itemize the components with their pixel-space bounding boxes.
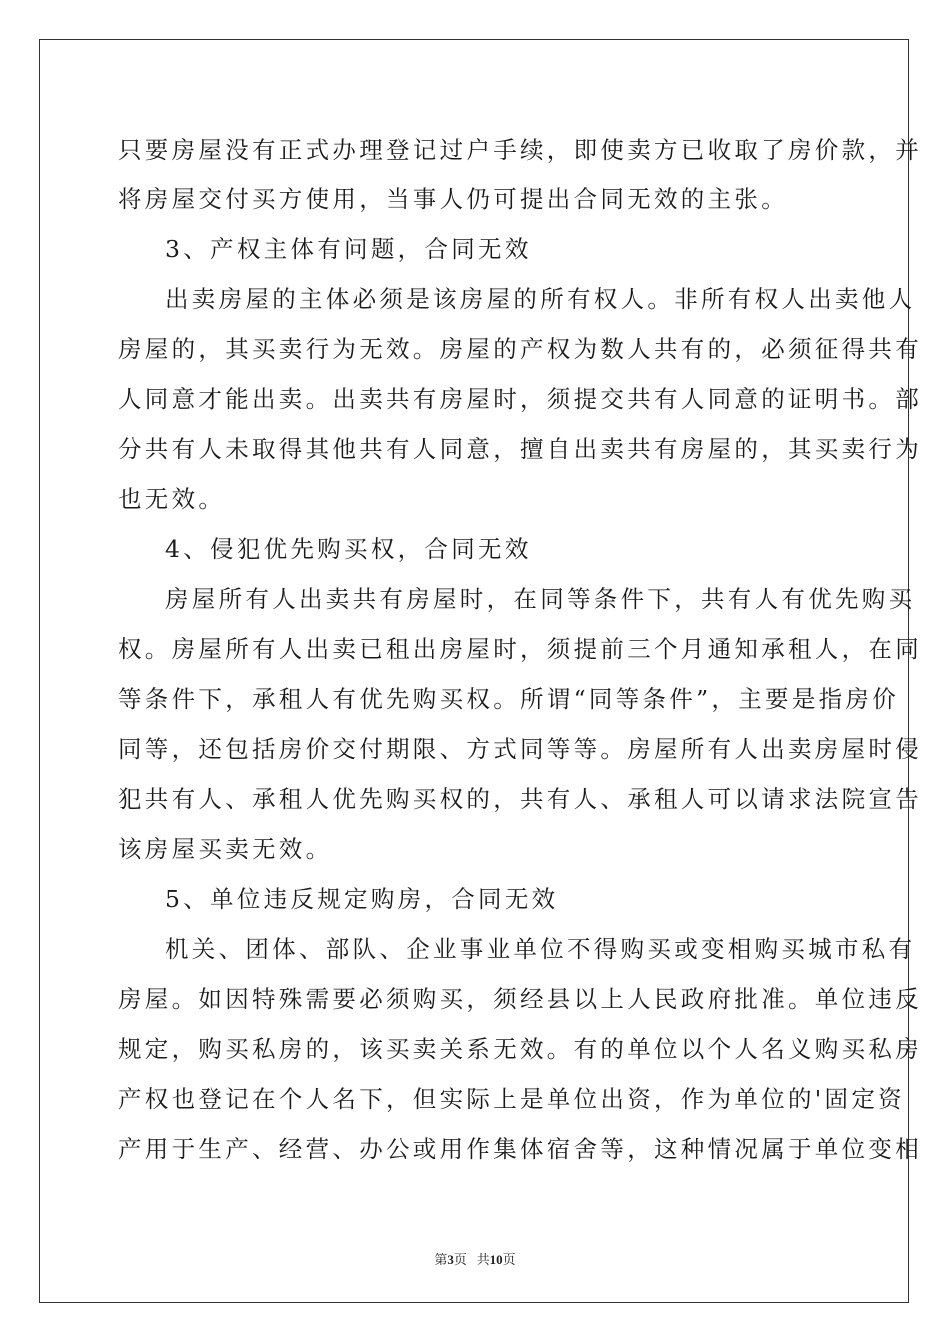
body-line: 等条件下，承租人有优先购买权。所谓“同等条件”，主要是指房价	[118, 685, 900, 713]
footer-page-suffix: 页	[453, 1252, 467, 1267]
body-line: 权。房屋所有人出卖已租出房屋时，须提前三个月通知承租人，在同	[118, 635, 922, 663]
body-line: 机关、团体、部队、企业事业单位不得购买或变相购买城市私有	[165, 935, 916, 963]
body-line: 分共有人未取得其他共有人同意，擅自出卖共有房屋的，其买卖行为	[118, 435, 922, 463]
body-line: 规定，购买私房的，该买卖关系无效。有的单位以个人名义购买私房	[118, 1035, 922, 1063]
body-line: 人同意才能出卖。出卖共有房屋时，须提交共有人同意的证明书。部	[118, 385, 922, 413]
body-line: 房屋所有人出卖共有房屋时，在同等条件下，共有人有优先购买	[165, 585, 916, 613]
body-line: 房屋。如因特殊需要必须购买，须经县以上人民政府批准。单位违反	[118, 985, 922, 1013]
section-heading: 5、单位违反规定购房，合同无效	[165, 885, 559, 913]
body-line: 产权也登记在个人名下，但实际上是单位出资，作为单位的'固定资	[118, 1085, 905, 1113]
body-line: 将房屋交付买方使用，当事人仍可提出合同无效的主张。	[118, 185, 788, 213]
total-pages: 10	[489, 1252, 503, 1267]
page-number: 3	[447, 1252, 454, 1267]
body-line: 也无效。	[118, 485, 226, 513]
footer-total-prefix: 共	[476, 1252, 490, 1267]
body-line: 同等，还包括房价交付期限、方式同等等。房屋所有人出卖房屋时侵	[118, 735, 922, 763]
section-heading: 4、侵犯优先购买权，合同无效	[165, 535, 532, 563]
footer-prefix: 第	[434, 1252, 448, 1267]
body-line: 出卖房屋的主体必须是该房屋的所有权人。非所有权人出卖他人	[165, 285, 916, 313]
body-line: 犯共有人、承租人优先购买权的，共有人、承租人可以请求法院宣告	[118, 785, 922, 813]
body-line: 产用于生产、经营、办公或用作集体宿舍等，这种情况属于单位变相	[118, 1135, 922, 1163]
body-line: 该房屋买卖无效。	[118, 835, 333, 863]
section-heading: 3、产权主体有问题，合同无效	[165, 235, 532, 263]
footer-total-suffix: 页	[502, 1252, 516, 1267]
body-line: 只要房屋没有正式办理登记过户手续，即使卖方已收取了房价款，并	[118, 136, 922, 164]
page-footer	[0, 1249, 950, 1268]
body-line: 房屋的，其买卖行为无效。房屋的产权为数人共有的，必须征得共有	[118, 335, 922, 363]
